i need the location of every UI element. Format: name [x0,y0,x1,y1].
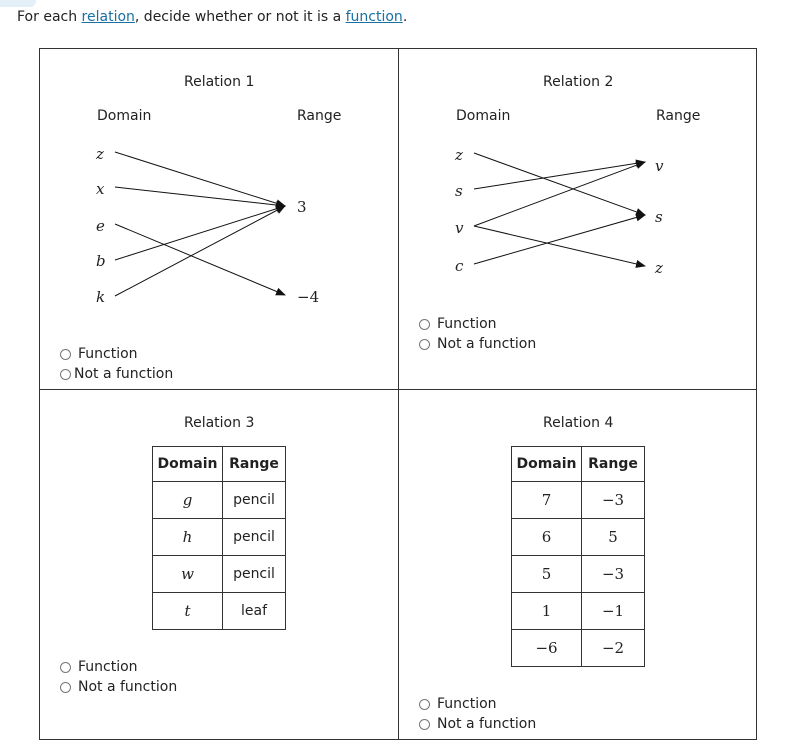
relation-1-domain-item: e [96,217,105,235]
table-header-domain: Domain [153,447,223,482]
radio-circle-icon[interactable] [419,719,430,730]
relation-2-range-label: Range [656,108,701,124]
radio-label: Not a function [74,366,174,382]
table-row [512,630,645,667]
range-cell: −3 [582,482,645,519]
domain-cell: h [153,519,223,556]
relation-2-arrows [474,153,645,266]
table-header-domain: Domain [512,447,582,482]
r2-arrow-v-v [474,162,645,226]
relation-1-arrows [115,152,285,296]
radio-label: Not a function [78,679,178,695]
relation-2-domain-item: c [455,257,464,275]
r1-arrow-k-3 [115,206,285,296]
instruction-middle: , decide whether or not it is a [134,9,346,25]
range-cell: pencil [223,556,286,593]
relation-1-title: Relation 1 [184,74,255,90]
r1-arrow-b-3 [115,206,285,260]
r2-arrow-c-s [474,215,645,264]
relation-4-function-radio[interactable] [419,696,497,712]
relation-3-function-radio[interactable] [60,659,138,675]
relation-2-range-item: z [655,259,663,277]
relation-1-range-label: Range [297,108,342,124]
radio-circle-icon[interactable] [419,339,430,350]
instruction-prefix: For each [17,9,82,25]
range-cell: pencil [223,482,286,519]
relation-3-table [152,446,286,630]
r2-arrow-s-v [474,162,645,189]
domain-cell: 5 [512,556,582,593]
radio-circle-icon[interactable] [60,662,71,673]
relation-1-domain-item: z [96,145,104,163]
radio-label: Function [437,696,497,712]
domain-cell: 6 [512,519,582,556]
radio-circle-icon[interactable] [60,682,71,693]
table-header-range: Range [223,447,286,482]
instruction-suffix: . [402,9,408,25]
relation-1-range-item: 3 [297,198,307,216]
relation-2-domain-item: s [455,182,463,200]
relation-2-title: Relation 2 [543,74,614,90]
relation-4-table [511,446,645,667]
domain-cell: t [153,593,223,630]
radio-label: Function [437,316,497,332]
domain-cell: 1 [512,593,582,630]
range-cell: 5 [582,519,645,556]
range-cell: leaf [223,593,286,630]
r1-arrow-z-3 [115,152,285,206]
relation-link[interactable]: relation [81,9,135,25]
r1-arrow-x-3 [115,187,285,206]
radio-circle-icon[interactable] [60,369,71,380]
domain-cell: w [153,556,223,593]
radio-label: Not a function [437,716,537,732]
radio-label: Function [78,659,138,675]
relation-2-not-function-radio[interactable] [419,336,536,352]
table-row [153,482,286,519]
range-cell: −1 [582,593,645,630]
relation-4-not-function-radio[interactable] [419,716,536,732]
table-row [512,519,645,556]
domain-cell: 7 [512,482,582,519]
relation-3-title: Relation 3 [184,415,255,431]
radio-label: Function [78,346,138,362]
relation-1-domain-item: x [96,180,105,198]
relation-1-range-item: −4 [297,288,320,306]
r2-arrow-z-s [474,153,645,215]
table-row [512,482,645,519]
range-cell: −2 [582,630,645,667]
table-row [512,556,645,593]
relation-2-domain-label: Domain [456,108,511,124]
table-header-range: Range [582,447,645,482]
relation-4-title: Relation 4 [543,415,614,431]
relation-2-domain-item: z [455,146,463,164]
range-cell: pencil [223,519,286,556]
relation-1-domain-item: k [96,288,106,306]
table-row [153,556,286,593]
relation-2-function-radio[interactable] [419,316,497,332]
table-row [153,593,286,630]
domain-cell: g [153,482,223,519]
domain-cell: −6 [512,630,582,667]
relation-1-not-function-radio[interactable] [60,366,173,382]
r2-arrow-v-z [474,226,645,266]
radio-circle-icon[interactable] [60,349,71,360]
range-cell: −3 [582,556,645,593]
relation-1-function-radio[interactable] [60,346,138,362]
relation-2-range-item: v [655,157,664,175]
function-link[interactable]: function [345,9,403,25]
relation-1-domain-item: b [96,252,106,270]
radio-label: Not a function [437,336,537,352]
relation-1-domain-label: Domain [97,108,152,124]
table-row [512,593,645,630]
r1-arrow-e-neg4 [115,224,285,295]
relation-3-not-function-radio[interactable] [60,679,177,695]
radio-circle-icon[interactable] [419,699,430,710]
relation-2-domain-item: v [455,219,464,237]
relation-2-range-item: s [655,208,663,226]
table-row [153,519,286,556]
radio-circle-icon[interactable] [419,319,430,330]
